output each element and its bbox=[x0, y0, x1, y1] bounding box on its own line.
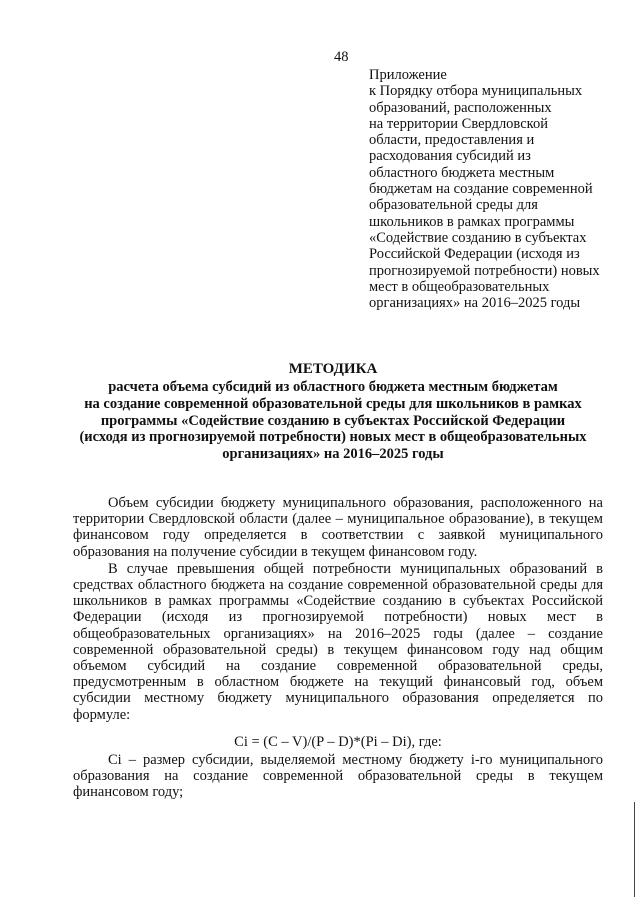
document-subtitle-line: на создание современной образовательной среды для школьников в рамках bbox=[84, 395, 582, 412]
page-number: 48 bbox=[334, 49, 349, 65]
appendix-line: расходования субсидий из bbox=[369, 148, 531, 165]
body-paragraph: В случае превышения общей потребности муниципальных образований в средствах областного бюджета на создание современной образовательной среды для школьников в рамках программы «Содействие созданию в субъектах Российской Федерации (исходя из прогнозируемой потребности) новых мест в общеобразовательных организациях» на 2016–2025 годы (далее – создание современной образовательной среды) в текущем финансовом году над общим объемом субсидий на создание современной образовательной среды, предусмотренным в областном бюджете на текущий финансовый год, объем субсидии местному бюджету муниципального образования определяется по формуле: bbox=[73, 560, 603, 723]
appendix-line: Приложение bbox=[369, 67, 447, 83]
document-subtitle-line: организациях» на 2016–2025 годы bbox=[222, 446, 444, 463]
appendix-line: области, предоставления и bbox=[369, 132, 535, 149]
appendix-line: организациях» на 2016–2025 годы bbox=[369, 295, 581, 312]
appendix-line: прогнозируемой потребности) новых bbox=[369, 262, 600, 279]
appendix-line: областного бюджета местным bbox=[369, 164, 555, 181]
document-title: МЕТОДИКА bbox=[288, 361, 378, 377]
body-paragraph: Ci – размер субсидии, выделяемой местному бюджету i-го муниципального образования на создание современной образовательной среды в текущем финансовом году; bbox=[73, 752, 603, 801]
appendix-line: «Содействие созданию в субъектах bbox=[369, 229, 587, 246]
body-paragraph: Объем субсидии бюджету муниципального образования, расположенного на территории Свердловской области (далее – муниципальное образование), в текущем финансовом году определяется в соответствии с заявкой муниципального образования на получение субсидии в текущем финансовом году. bbox=[73, 495, 603, 560]
document-subtitle-line: программы «Содействие созданию в субъектах Российской Федерации bbox=[100, 412, 566, 429]
appendix-line: школьников в рамках программы bbox=[369, 213, 575, 230]
document-body bbox=[73, 495, 603, 801]
formula: Ci = (C – V)/(P – D)*(Pi – Di), где: bbox=[234, 733, 442, 750]
document-subtitle-line: (исходя из прогнозируемой потребности) новых мест в общеобразовательных bbox=[79, 429, 587, 446]
appendix-line: бюджетам на создание современной bbox=[369, 181, 593, 198]
document-heading bbox=[60, 360, 606, 463]
document-subtitle-line: расчета объема субсидий из областного бюджета местным бюджетам bbox=[108, 379, 558, 395]
appendix-line: к Порядку отбора муниципальных bbox=[369, 83, 583, 100]
appendix-line: Российской Федерации (исходя из bbox=[369, 246, 580, 263]
appendix-line: образований, расположенных bbox=[369, 99, 552, 116]
appendix-line: образовательной среды для bbox=[369, 197, 538, 214]
scan-edge-line bbox=[634, 802, 635, 897]
appendix-line: мест в общеобразовательных bbox=[369, 278, 550, 295]
appendix-header bbox=[369, 67, 619, 311]
appendix-line: на территории Свердловской bbox=[369, 115, 548, 132]
